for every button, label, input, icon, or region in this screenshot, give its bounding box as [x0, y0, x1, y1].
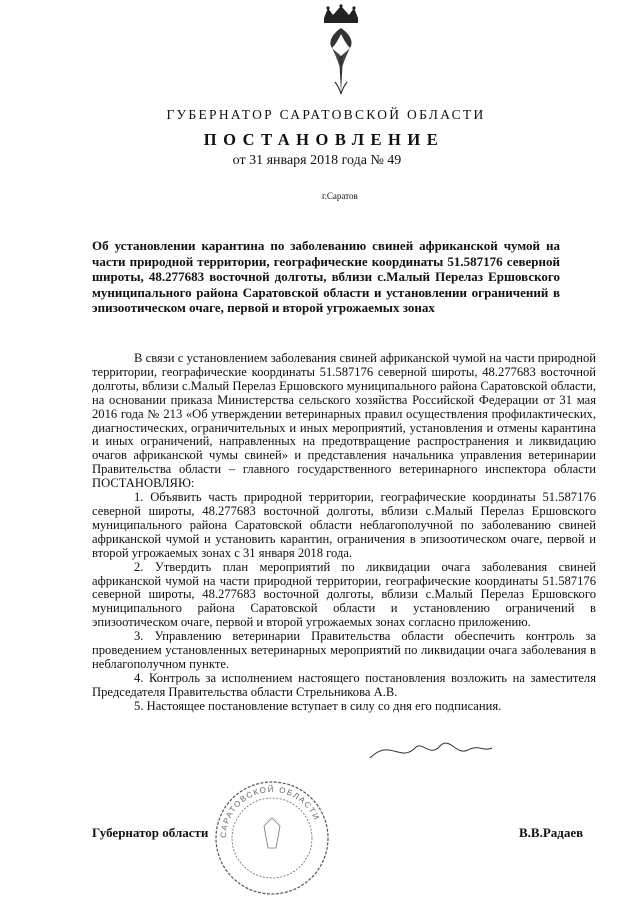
decree-item-5: 5. Настоящее постановление вступает в силу со дня его подписания.: [134, 698, 502, 713]
document-city: г.Саратов: [322, 191, 358, 201]
handwritten-signature: [360, 728, 500, 768]
decree-item-1: 1. Объявить часть природной территории, географические координаты 51.587176 северной широты, 48.277683 восточной долготы, вблизи с.Малый Перелаз Ершовского муниципального района Саратовской области неблагополучной по заболеванию свиней африканской чумой и установить карантин, ограничения в эпизоотическом очаге, первой и второй угрожаемых зонах с 31 января 2018 года.: [92, 490, 596, 560]
official-stamp: [212, 770, 332, 905]
signatory-position: Губернатор области: [92, 825, 209, 840]
signatory-name: В.В.Радаев: [519, 825, 584, 840]
coat-of-arms-icon: [318, 4, 364, 96]
document-date-number: от 31 января 2018 года № 49: [232, 153, 402, 168]
document-subject: Об установлении карантина по заболеванию свиней африканской чумой на части природной территории, географические координаты 51.587176 северной широты, 48.277683 восточной долготы, вблизи с.Малый Перелаз Ершовского муниципального района Саратовской области и установлении ограничений в эпизоотическом очаге, первой и второй угрожаемых зонах: [92, 238, 560, 316]
document-type: ПОСТАНОВЛЕНИЕ: [203, 130, 445, 149]
governor-title: ГУБЕРНАТОР САРАТОВСКОЙ ОБЛАСТИ: [166, 107, 486, 122]
preamble-paragraph: В связи с установлением заболевания свиней африканской чумой на части природной территории, географические координаты 51.587176 северной широты, 48.277683 восточной долготы, вблизи с.Малый Перелаз Ершовского муниципального района Саратовской области, на основании приказа Министерства сельского хозяйства Российской Федерации от 31 мая 2016 года № 213 «Об утверждении ветеринарных правил осуществления профилактических, диагностических, ограничительных и иных мероприятий, установления и отмены карантина и иных ограничений, направленных на предотвращение распространения и ликвидацию очагов африканской чумы свиней» и представления начальника управления ветеринарии Правительства области – главного государственного ветеринарного инспектора области ПОСТАНОВЛЯЮ:: [92, 351, 596, 491]
document-body: [92, 352, 596, 714]
svg-text:САРАТОВСКОЙ ОБЛАСТИ: САРАТОВСКОЙ ОБЛАСТИ: [218, 784, 322, 839]
decree-item-3: 3. Управлению ветеринарии Правительства области обеспечить контроль за проведением установленных ветеринарных мероприятий по ликвидации очага заболевания в неблагополучном пункте.: [92, 629, 596, 671]
decree-item-2: 2. Утвердить план мероприятий по ликвидации очага заболевания свиней африканской чумой на части природной территории, географические координаты 51.587176 северной широты, 48.277683 восточной долготы, вблизи с.Малый Перелаз Ершовского муниципального района Саратовской области и установлению ограничений в эпизоотическом очаге, первой и второй угрожаемых зонах согласно приложению.: [92, 559, 596, 630]
decree-item-4: 4. Контроль за исполнением настоящего постановления возложить на заместителя Председателя Правительства области Стрельникова А.В.: [92, 670, 596, 699]
